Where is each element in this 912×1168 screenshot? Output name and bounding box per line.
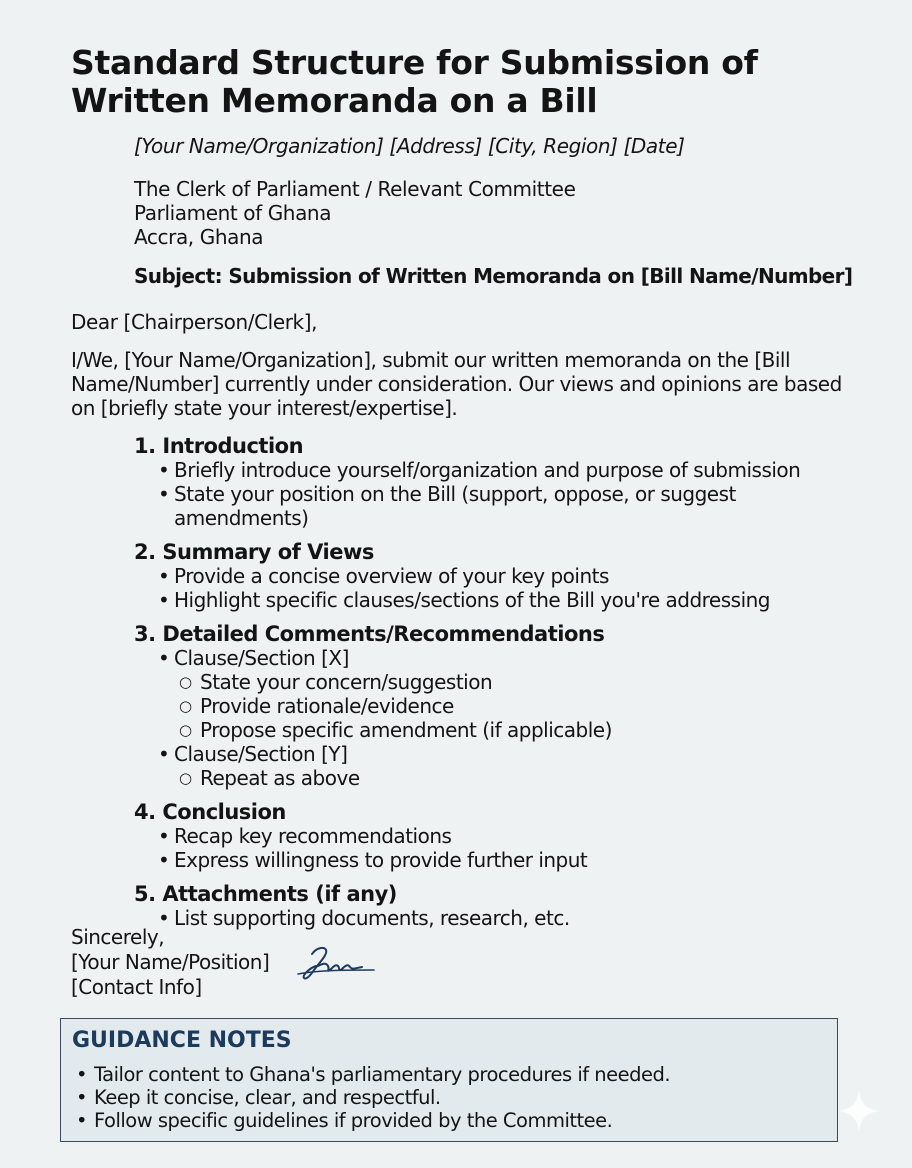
guidance-item: • Keep it concise, clear, and respectful. bbox=[76, 1086, 826, 1109]
closing-block bbox=[71, 925, 269, 1000]
sub-bullet-list bbox=[174, 670, 874, 742]
guidance-title: GUIDANCE NOTES bbox=[72, 1028, 292, 1053]
bullet-list bbox=[134, 646, 874, 790]
bullet-item: • Recap key recommendations bbox=[134, 824, 874, 848]
bullet-item: • Provide a concise overview of your key points bbox=[134, 564, 874, 588]
bullet-item: • Briefly introduce yourself/organization and purpose of submission bbox=[134, 458, 874, 482]
section-summary-of-views bbox=[134, 540, 874, 612]
section-attachments bbox=[134, 882, 874, 930]
salutation: Dear [Chairperson/Clerk], bbox=[71, 310, 318, 334]
sub-bullet-item: ○ Repeat as above bbox=[174, 766, 874, 790]
recipient-line: The Clerk of Parliament / Relevant Committee bbox=[134, 177, 576, 201]
guidance-item: • Tailor content to Ghana's parliamentary procedures if needed. bbox=[76, 1063, 826, 1086]
bullet-item: • Highlight specific clauses/sections of the Bill you're addressing bbox=[134, 588, 874, 612]
section-title: 5. Attachments (if any) bbox=[134, 882, 397, 906]
guidance-item: • Follow specific guidelines if provided by the Committee. bbox=[76, 1109, 826, 1132]
closing-line: [Contact Info] bbox=[71, 975, 202, 999]
sub-bullet-item: ○ Provide rationale/evidence bbox=[174, 694, 874, 718]
closing-line: [Your Name/Position] bbox=[71, 950, 270, 974]
sub-bullet-item: ○ Propose specific amendment (if applicable) bbox=[174, 718, 874, 742]
section-title: 4. Conclusion bbox=[134, 800, 286, 824]
subject-line: Subject: Submission of Written Memoranda on [Bill Name/Number] bbox=[134, 264, 853, 288]
section-title: 3. Detailed Comments/Recommendations bbox=[134, 622, 605, 646]
bullet-list bbox=[134, 824, 874, 872]
sender-line: [Your Name/Organization] [Address] [City, Region] [Date] bbox=[134, 134, 685, 158]
bullet-item bbox=[134, 646, 874, 742]
section-title: 2. Summary of Views bbox=[134, 540, 374, 564]
guidance-notes-box bbox=[60, 1018, 838, 1142]
section-detailed-comments bbox=[134, 622, 874, 790]
sections-list bbox=[134, 434, 874, 940]
section-title: 1. Introduction bbox=[134, 434, 304, 458]
sub-bullet-item: ○ State your concern/suggestion bbox=[174, 670, 874, 694]
sparkle-icon bbox=[836, 1088, 882, 1134]
intro-paragraph: I/We, [Your Name/Organization], submit our written memoranda on the [Bill Name/Number] currently under consideration. Our views and opinions are based on [briefly state your interest/expertise]. bbox=[71, 348, 842, 420]
bullet-list bbox=[134, 564, 874, 612]
recipient-block bbox=[134, 177, 576, 249]
guidance-list bbox=[76, 1063, 826, 1132]
bullet-list bbox=[134, 458, 874, 530]
recipient-line: Accra, Ghana bbox=[134, 225, 264, 249]
handwritten-signature-icon bbox=[290, 940, 380, 985]
closing-line: Sincerely, bbox=[71, 925, 165, 949]
document-title: Standard Structure for Submission of Written Memoranda on a Bill bbox=[71, 43, 758, 120]
bullet-item: • Express willingness to provide further input bbox=[134, 848, 874, 872]
bullet-item: • List supporting documents, research, etc. bbox=[134, 906, 874, 930]
section-introduction bbox=[134, 434, 874, 530]
bullet-item-label: Clause/Section [X] bbox=[174, 646, 349, 670]
sub-bullet-list bbox=[174, 766, 874, 790]
bullet-item: • State your position on the Bill (support, oppose, or suggest amendments) bbox=[134, 482, 874, 530]
recipient-line: Parliament of Ghana bbox=[134, 201, 332, 225]
bullet-item-label: Clause/Section [Y] bbox=[174, 742, 348, 766]
section-conclusion bbox=[134, 800, 874, 872]
bullet-item bbox=[134, 742, 874, 790]
